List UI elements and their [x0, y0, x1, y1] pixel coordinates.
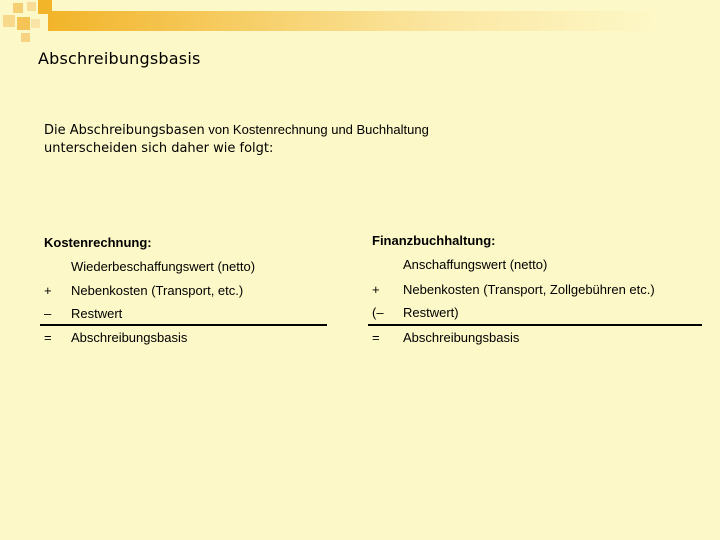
finanzbuchhaltung-row-text: Restwert) [403, 305, 459, 320]
finanzbuchhaltung-heading: Finanzbuchhaltung: [372, 233, 496, 248]
finanzbuchhaltung-row-text: Nebenkosten (Transport, Zollgebühren etc.) [403, 282, 655, 297]
finanzbuchhaltung-row-op: (– [372, 305, 384, 320]
intro-line-1 [44, 121, 564, 140]
finanzbuchhaltung-row-op: + [372, 282, 380, 297]
header-decoration [0, 0, 720, 45]
decor-square [3, 15, 15, 27]
decor-square [31, 19, 40, 28]
header-band [48, 11, 658, 31]
page-title: Abschreibungsbasis [38, 49, 201, 68]
finanzbuchhaltung-row-op: = [372, 330, 380, 345]
intro-part2: von Kostenrechnung und Buchhaltung [204, 122, 429, 137]
kostenrechnung-row-op: + [44, 283, 52, 298]
kostenrechnung-row-op: = [44, 330, 52, 345]
kostenrechnung-row-text: Nebenkosten (Transport, etc.) [71, 283, 244, 298]
kostenrechnung-sum-rule [40, 324, 327, 326]
intro-line-2: unterscheiden sich daher wie folgt: [44, 141, 274, 156]
decor-square [17, 17, 30, 30]
decor-square [21, 33, 30, 42]
kostenrechnung-row-text: Abschreibungsbasis [71, 330, 188, 345]
kostenrechnung-row-text: Restwert [71, 306, 123, 321]
finanzbuchhaltung-row-text: Anschaffungswert (netto) [403, 257, 548, 272]
finanzbuchhaltung-sum-rule [368, 324, 702, 326]
kostenrechnung-heading: Kostenrechnung: [44, 235, 152, 250]
decor-square [13, 3, 23, 13]
intro-emphasis: Abschreibungsbasen [69, 123, 205, 138]
intro-part1: Die [44, 123, 70, 138]
intro-text [44, 121, 564, 158]
decor-square [27, 2, 36, 11]
kostenrechnung-row-text: Wiederbeschaffungswert (netto) [71, 259, 256, 274]
finanzbuchhaltung-row-text: Abschreibungsbasis [403, 330, 520, 345]
kostenrechnung-row-op: – [44, 306, 52, 321]
